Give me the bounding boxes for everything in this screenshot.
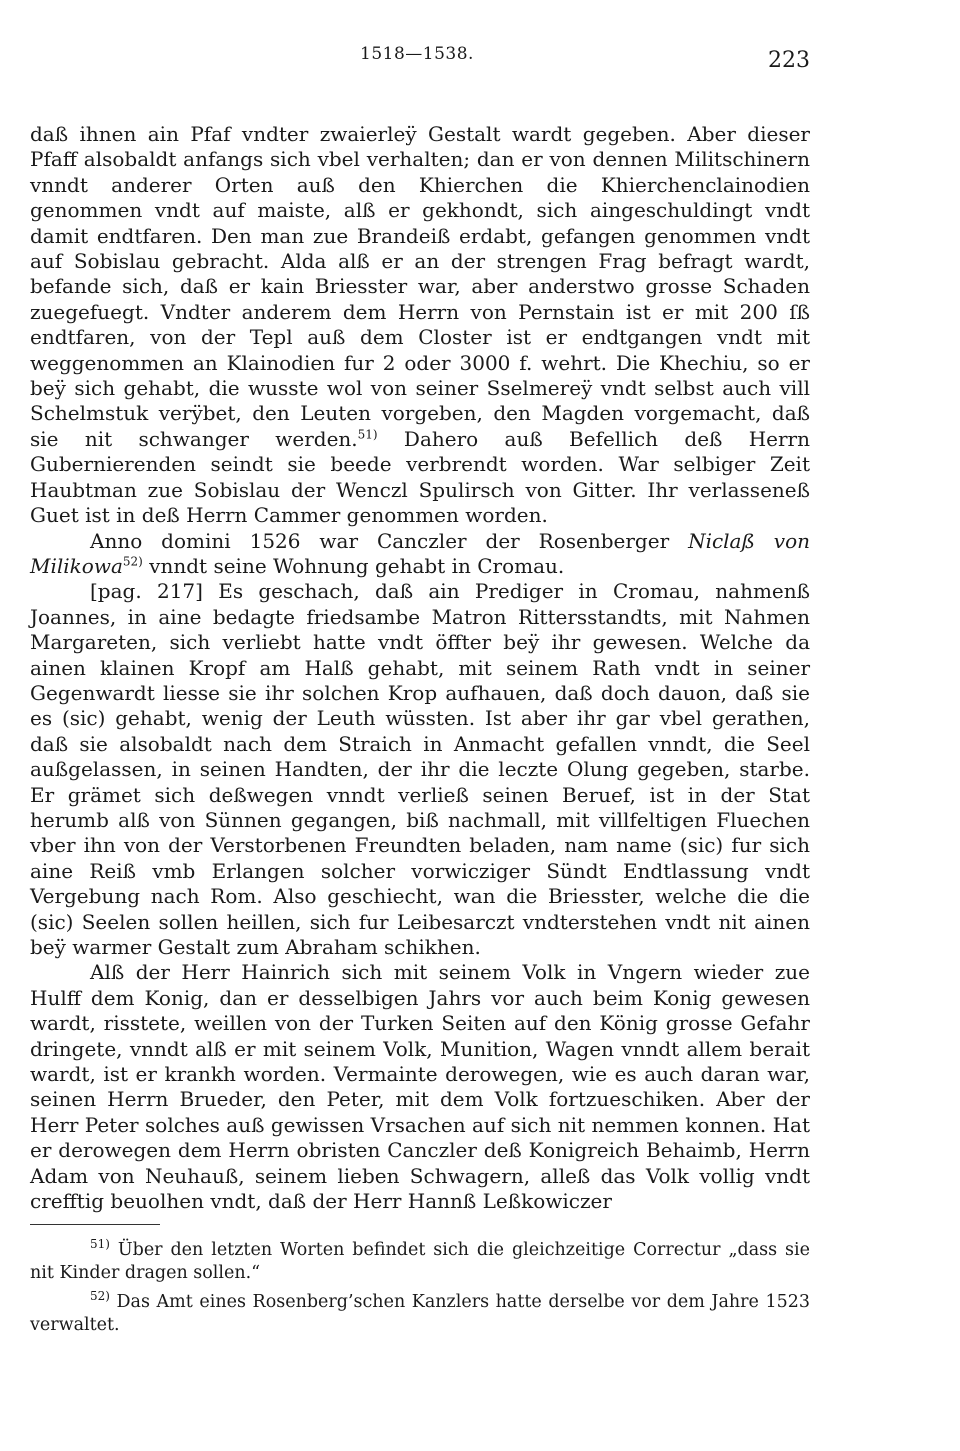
footnote-reference: 51) xyxy=(357,427,378,442)
paragraph xyxy=(30,960,810,1214)
book-page xyxy=(30,40,810,1343)
text-segment: Dahero auß Befellich deß Herrn Gubernierenden seindt sie beede verbrendt worden. War selbiger Zeit Haubtman zue Sobislau der Wenczl Spulirsch von Gitter. Ihr verlasseneß Guet ist in deß Herrn Cammer genommen worden. xyxy=(30,426,810,528)
italic-name: Niclaß von Milikowa xyxy=(30,528,810,578)
text-segment: Anno domini 1526 war Canczler der Rosenberger xyxy=(90,528,689,553)
running-head xyxy=(30,40,810,80)
page-number: 223 xyxy=(768,48,810,73)
main-text xyxy=(30,122,810,1214)
running-head-year-range: 1518—1538. xyxy=(360,44,474,64)
paragraph xyxy=(30,579,810,960)
footnote xyxy=(30,1291,810,1337)
text-segment: vnndt seine Wohnung gehabt in Cromau. xyxy=(142,553,565,578)
paragraph xyxy=(30,122,810,529)
text-segment: daß ihnen ain Pfaf vndter zwaierleÿ Gestalt wardt gegeben. Aber dieser Pfaff alsobaldt anfangs sich vbel verhalten; dan er von dennen Militschinern vnndt anderer Orten auß den Khierchen die Khierchenclainodien genommen vndt auf maiste, alß er gekhondt, sich aingeschuldingt vndt damit endtfaren. Den man zue Brandeiß erdabt, gefangen genommen vndt auf Sobislau gebracht. Alda alß er an der strengen Frag befragt wardt, befande sich, daß er kain Briesster war, aber anderstwo grosse Schaden zuegefuegt. Vndter anderem dem Herrn von Pernstain ist er mit 200 ſß endtfaren, von der Tepl auß dem Closter ist er endtgangen vndt mit weggenommen an Klainodien fur 2 oder 3000 f. wehrt. Die Khechiu, so er beÿ sich gehabt, die wusste wol von seiner Sselmereÿ vndt selbst auch vill Schelmstuk verÿbet, den Leuten vorgeben, den Magden vorgemacht, daß sie nit schwanger werden. xyxy=(30,122,810,451)
footnote-text: Das Amt eines Rosenberg’schen Kanzlers hatte derselbe vor dem Jahre 1523 verwaltet. xyxy=(30,1292,810,1336)
footnote-divider xyxy=(30,1224,160,1225)
footnote-mark: 51) xyxy=(90,1237,110,1252)
footnote-text: Über den letzten Worten befindet sich die gleichzeitige Correctur „dass sie nit Kinder dragen sollen.“ xyxy=(30,1240,810,1284)
footnote xyxy=(30,1239,810,1285)
text-segment: [pag. 217] Es geschach, daß ain Prediger in Cromau, nahmenß Joannes, in aine bedagte friedsambe Matron Rittersstandts, mit Nahmen Margareten, sich verliebt hatte vndt öffter beÿ ihr gewesen. Welche da ainen klainen Kropf am Halß gehabt, mit seinem Rath vndt in seiner Gegenwardt liesse sie ihr solchen Krop aufhauen, daß doch dauon, daß sie es (sic) gehabt, wenig der Leuth wüssten. Ist aber ihr gar vbel gerathen, daß sie alsobaldt nach dem Straich in Anmacht gefallen vnndt, die Seel außgelassen, in seinen Handten, der ihr die leczte Olung gegeben, starbe. Er grämet sich deßwegen vnndt verließ seinen Beruef, ist in der Stat herumb alß von Sünnen gegangen, biß nachmall, mit villfeltigen Fluechen vber ihn von der Verstorbenen Freundten beladen, nam name (sic) fur sich aine Reiß vmb Erlangen solcher vorwicziger Sündt Endtlassung vndt Vergebung nach Rom. Also geschiecht, wan die Briesster, welche die die (sic) Seelen sollen heillen, sich fur Leibesarczt vndterstehen vndt nit ainen beÿ warmer Gestalt zum Abraham schikhen. xyxy=(30,579,810,959)
footnote-mark: 52) xyxy=(90,1289,110,1304)
paragraph xyxy=(30,529,810,580)
footnotes xyxy=(30,1239,810,1337)
footnote-reference: 52) xyxy=(122,554,143,569)
text-segment: Alß der Herr Hainrich sich mit seinem Volk in Vngern wieder zue Hulff dem Konig, dan er desselbigen Jahrs vor auch beim Konig gewesen wardt, risstete, weillen von der Turken Seiten auf den König grosse Gefahr dringete, vnndt alß er mit seinem Volk, Munition, Wagen vnndt allem berait wardt, ist er krankh worden. Vermainte derowegen, wie es auch daran war, seinen Herrn Brueder, den Peter, mit dem Volk fortzueschiken. Aber der Herr Peter solches auß gewissen Vrsachen auf sich nit nemmen konnen. Hat er derowegen dem Herrn obristen Canczler deß Konigreich Behaimb, Herrn Adam von Neuhauß, seinem lieben Schwagern, alleß das Volk vollig vndt crefftig beuolhen vndt, daß der Herr Hannß Leßkowiczer xyxy=(30,960,810,1214)
